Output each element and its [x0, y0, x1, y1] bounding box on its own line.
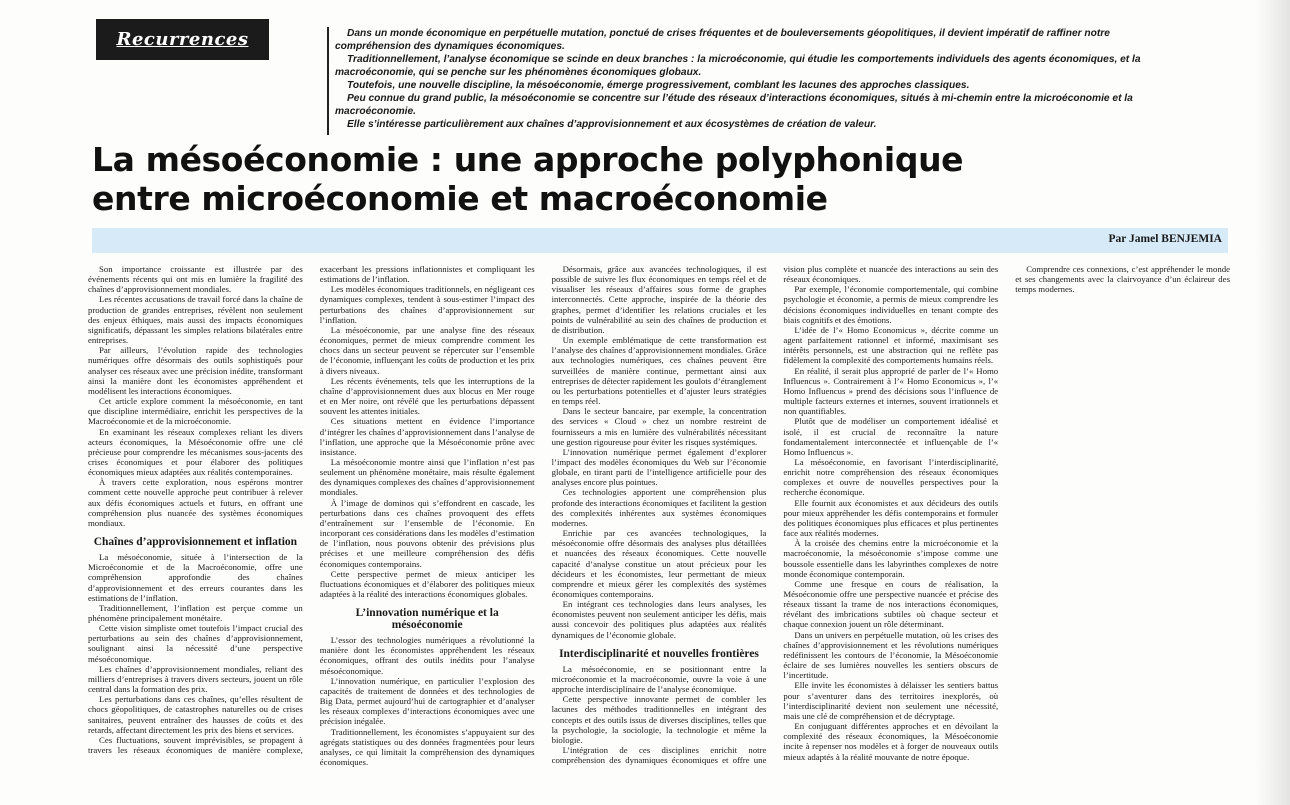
body-paragraph: Dans un univers en perpétuelle mutation, où les crises des chaînes d’approvisionnement et les révolutions numériques redéfinissent les contours de l’économie, la Mésoéconomie éclaire de ses lumières nouvelles les sentiers obscurs de l’incertitude.: [783, 629, 999, 681]
body-paragraph: L’innovation numérique permet également d’explorer l’impact des modèles économiques du Web sur l’économie globale, en tirant parti de l’intelligence artificielle pour des analyses encore plus pointues.: [551, 446, 767, 488]
lede-paragraph: Toutefois, une nouvelle discipline, la mésoéconomie, émerge progressivement, comblant les lacunes des approches classiques.: [347, 80, 970, 91]
byline-bar: [92, 228, 1228, 253]
body-paragraph: La mésoéconomie, en se positionnant entre la microéconomie et la macroéconomie, ouvre la voie à une approche interdisciplinaire de l’analyse économique.: [551, 663, 767, 695]
body-paragraph: Les modèles économiques traditionnels, en négligeant ces dynamiques complexes, tendent à sous-estimer l’impact des perturbations des chaînes d’approvisionnement sur l’inflation.: [319, 284, 535, 325]
body-paragraph: Ces situations mettent en évidence l’importance d’intégrer les chaînes d’approvisionnement dans l’analyse de l’inflation, une approche que la Mésoéconomie prône avec insistance.: [319, 416, 535, 457]
body-paragraph: Plutôt que de modéliser un comportement idéalisé et isolé, il est crucial de reconnaître la nature fondamentalement interconnectée et influençable de l’« Homo Influencus ».: [783, 416, 999, 457]
section-heading: L’innovation numérique et la mésoéconomie: [355, 607, 499, 632]
body-paragraph: Traditionnellement, les économistes s’appuyaient sur des agrégats statistiques ou des données fragmentées pour leurs analyses, ce qui limitait la compréhension des dynamiques économiques.: [319, 726, 535, 768]
body-paragraph: La mésoéconomie, par une analyse fine des réseaux économiques, permet de mieux comprendre comment les chocs dans un secteur peuvent se répercuter sur l’ensemble de l’économie, influençant les coûts de production et les prix à divers niveaux.: [319, 324, 535, 376]
section-heading: Interdisciplinarité et nouvelles frontières: [559, 647, 759, 660]
body-paragraph: En conjuguant différentes approches et en dévoilant la complexité des réseaux économiques, la Mésoéconomie incite à repenser nos modèles et à forger de nouveaux outils mieux adaptés à la réalité mouvante de notre époque.: [783, 721, 999, 762]
body-paragraph: En examinant les réseaux complexes reliant les divers acteurs économiques, la Mésoéconomie offre une clé précieuse pour comprendre les mécanismes sous-jacents des crises économiques et pour élaborer des politiques économiques mieux adaptées aux réalités contemporaines.: [88, 426, 303, 478]
body-paragraph: En réalité, il serait plus approprié de parler de l’« Homo Influencus ». Contrairement à l’« Homo Economicus », l’« Homo Influencus » prend des décisions sous l’influence de multiple facteurs externes et internes, souvent irrationnels et non quantifiables.: [783, 365, 999, 417]
rubric-banner: [96, 19, 269, 60]
section-heading: Chaînes d’approvisionnement et inflation: [93, 536, 298, 549]
body-paragraph: Cette perspective permet de mieux anticiper les fluctuations économiques et d’élaborer des politiques mieux adaptées à la réalité des interactions économiques globales.: [319, 568, 535, 599]
body-paragraph: L’intégration de ces disciplines enrichit notre compréhension des dynamiques économiques et offre une vision plus complète et nuancée des interactions au sein des réseaux économiques.: [551, 264, 999, 766]
body-paragraph: Comme une fresque en cours de réalisation, la Mésoéconomie offre une perspective nuancée et précise des réseaux tissant la trame de nos interactions économiques, révélant des imbrications subtiles où chaque secteur et chaque connexion jouent un rôle déterminant.: [783, 578, 999, 630]
body-paragraph: Cette vision simpliste omet toutefois l’impact crucial des perturbations au sein des chaînes d’approvisionnement, soulignant ainsi la nécessité d’une perspective mésoéconomique.: [88, 623, 303, 664]
body-paragraph: Les récentes accusations de travail forcé dans la chaîne de production de grandes entreprises, révèlent non seulement des enjeux éthiques, mais aussi des impacts économiques significatifs, dépassant les simples relations bilatérales entre entreprises.: [88, 294, 303, 346]
body-paragraph: Un exemple emblématique de cette transformation est l’analyse des chaînes d’approvisionnement mondiales. Grâce aux technologies numériques, ces chaînes peuvent être surveillées de manière continue, permettant ainsi aux entreprises de détecter rapidement les goulots d’étranglement ou les perturbations potentielles et d’ajuster leurs stratégies en temps réel.: [551, 335, 767, 407]
body-paragraph: À l’image de dominos qui s’effondrent en cascade, les perturbations dans ces chaînes provoquent des effets d’entraînement sur l’ensemble de l’économie. En incorporant ces considérations dans les modèles d’estimation de l’inflation, nous pouvons obtenir des prévisions plus précises et une meilleure compréhension des défis économiques contemporains.: [319, 497, 535, 569]
body-paragraph: Cette perspective innovante permet de combler les lacunes des méthodes traditionnelles en intégrant des concepts et des outils issus de diverses disciplines, telles que la psychologie, la sociologie, la technologie et même la biologie.: [551, 694, 767, 745]
page-edge-shadow: [1256, 0, 1290, 805]
body-paragraph: Par exemple, l’économie comportementale, qui combine psychologie et économie, a permis de mieux comprendre les décisions économiques individuelles en tenant compte des biais cognitifs et des émotions.: [783, 284, 999, 325]
body-paragraph: Les récents événements, tels que les interruptions de la chaîne d’approvisionnement dues aux blocus en Mer rouge et en Mer noire, ont révélé que les perturbations dépassent souvent les attentes initiales.: [319, 375, 535, 417]
rubric-label: Recurrences: [116, 29, 249, 50]
lede-paragraph: Dans un monde économique en perpétuelle mutation, ponctué de crises fréquentes et de bouleversements géopolitiques, il devient impératif de raffiner notre compréhension des dynamiques économiques.: [335, 28, 1110, 52]
body-paragraph: Par ailleurs, l’évolution rapide des technologies numériques offre désormais des outils sophistiqués pour analyser ces réseaux avec une précision inédite, transformant ainsi la manière dont les économistes appréhendent et modélisent les interactions économiques.: [88, 345, 303, 396]
body-paragraph: Enrichie par ces avancées technologiques, la mésoéconomie offre désormais des analyses plus détaillées et nuancées des réseaux économiques. Cette nouvelle capacité d’analyse constitue un atout précieux pour les décideurs et les économistes, leur permettant de mieux comprendre et mieux gérer les complexités des systèmes économiques contemporains.: [551, 528, 767, 599]
body-paragraph: L’innovation numérique, en particulier l’explosion des capacités de traitement de données et des technologies de Big Data, permet aujourd’hui de cartographier et d’analyser les réseaux complexes d’interactions économiques avec une précision inégalée.: [319, 675, 535, 727]
body-paragraph: Ces fluctuations, souvent imprévisibles, se propagent à travers les réseaux économiques de manière complexe, exacerbant les pressions inflationnistes et compliquant les estimations de l’inflation.: [88, 264, 535, 756]
article-body: [88, 264, 1230, 774]
body-paragraph: L’essor des technologies numériques a révolutionné la manière dont les économistes appréhendent les réseaux économiques, offrant des outils inédits pour l’analyse mésoéconomique.: [319, 635, 535, 676]
lede-intro: [327, 27, 1179, 135]
byline: Par Jamel BENJEMIA: [1108, 233, 1222, 245]
article-headline: [92, 140, 1092, 218]
body-paragraph: Dans le secteur bancaire, par exemple, la concentration des services « Cloud » chez un nombre restreint de fournisseurs a mis en lumière des vulnérabilités nécessitant une gestion rigoureuse pour éviter les risques systémiques.: [551, 406, 767, 447]
body-paragraph: Ces technologies apportent une compréhension plus profonde des interactions économiques et facilitent la gestion des complexités inhérentes aux systèmes économiques modernes.: [551, 487, 767, 528]
body-paragraph: Les chaînes d’approvisionnement mondiales, reliant des milliers d’entreprises à travers divers secteurs, jouent un rôle central dans la formation des prix.: [88, 663, 303, 695]
body-paragraph: La mésoéconomie, située à l’intersection de la Microéconomie et de la Macroéconomie, offre une compréhension approfondie des chaînes d’approvisionnement et des erreurs courantes dans les estimations de l’inflation.: [88, 552, 303, 603]
body-paragraph: Son importance croissante est illustrée par des événements récents qui ont mis en lumière la fragilité des chaînes d’approvisionnement mondiales.: [88, 264, 303, 295]
lede-paragraph: Traditionnellement, l’analyse économique se scinde en deux branches : la microéconomie, qui étudie les comportements individuels des agents économiques, et la macroéconomie, qui se penche sur les phénomènes économiques globaux.: [335, 54, 1141, 78]
body-paragraph: À travers cette exploration, nous espérons montrer comment cette nouvelle approche peut contribuer à relever aux défis économiques actuels et futurs, en offrant une compréhension plus nuancée des systèmes économiques mondiaux.: [88, 477, 303, 528]
body-paragraph: En intégrant ces technologies dans leurs analyses, les économistes peuvent non seulement anticiper les défis, mais aussi concevoir des politiques plus adaptées aux réalités dynamiques de l’économie globale.: [551, 599, 767, 640]
headline-line-2: entre microéconomie et macroéconomie: [92, 179, 828, 218]
body-paragraph: Cet article explore comment la mésoéconomie, en tant que discipline intermédiaire, enrichit les perspectives de la Macroéconomie et de la microéconomie.: [88, 396, 303, 427]
body-paragraph: La mésoéconomie, en favorisant l’interdisciplinarité, enrichit notre compréhension des réseaux économiques complexes et ouvre de nouvelles perspectives pour la recherche économique.: [783, 456, 999, 498]
body-paragraph: Désormais, grâce aux avancées technologiques, il est possible de suivre les flux économiques en temps réel et de visualiser les réseaux d’affaires sous forme de graphes interconnectés. Cette approche, inspirée de la théorie des graphes, permet d’identifier les relations cruciales et les points de vulnérabilité au sein des chaînes de production et de distribution.: [551, 264, 767, 335]
lede-paragraph: Elle s’intéresse particulièrement aux chaînes d’approvisionnement et aux écosystèmes de création de valeur.: [347, 119, 877, 130]
body-paragraph: Elle invite les économistes à délaisser les sentiers battus pour s’aventurer dans des territoires inexplorés, où l’interdisciplinarité devient non seulement une nécessité, mais une clé de compréhension et de décryptage.: [783, 680, 999, 721]
body-paragraph: Les perturbations dans ces chaînes, qu’elles résultent de chocs géopolitiques, de catastrophes naturelles ou de crises sanitaires, peuvent entraîner des hausses de coûts et des retards, affectant directement les prix des biens et services.: [88, 694, 303, 735]
body-paragraph: La mésoéconomie montre ainsi que l’inflation n’est pas seulement un phénomène monétaire, mais résulte également des dynamiques complexes des chaînes d’approvisionnement mondiales.: [319, 456, 535, 498]
body-paragraph: Traditionnellement, l’inflation est perçue comme un phénomène principalement monétaire.: [88, 602, 303, 623]
body-paragraph: L’idée de l’« Homo Economicus », décrite comme un agent parfaitement rationnel et informé, maximisant ses intérêts personnels, est une abstraction qui ne reflète pas fidèlement la complexité des comportements humains réels.: [783, 324, 999, 366]
body-paragraph: À la croisée des chemins entre la microéconomie et la macroéconomie, la mésoéconomie s’impose comme une boussole essentielle dans les labyrinthes complexes de notre monde économique contemporain.: [783, 538, 999, 579]
body-paragraph: Elle fournit aux économistes et aux décideurs des outils pour mieux appréhender les défis contemporains et formuler des politiques économiques plus efficaces et plus pertinentes face aux réalités modernes.: [783, 497, 999, 539]
body-paragraph: Comprendre ces connexions, c’est appréhender le monde et ses changements avec la clairvoyance d’un éclaireur des temps modernes.: [1015, 264, 1230, 295]
headline-line-1: La mésoéconomie : une approche polyphonique: [92, 140, 964, 179]
lede-paragraph: Peu connue du grand public, la mésoéconomie se concentre sur l’étude des réseaux d’interactions économiques, situés à mi-chemin entre la microéconomie et la macroéconomie.: [335, 93, 1133, 117]
